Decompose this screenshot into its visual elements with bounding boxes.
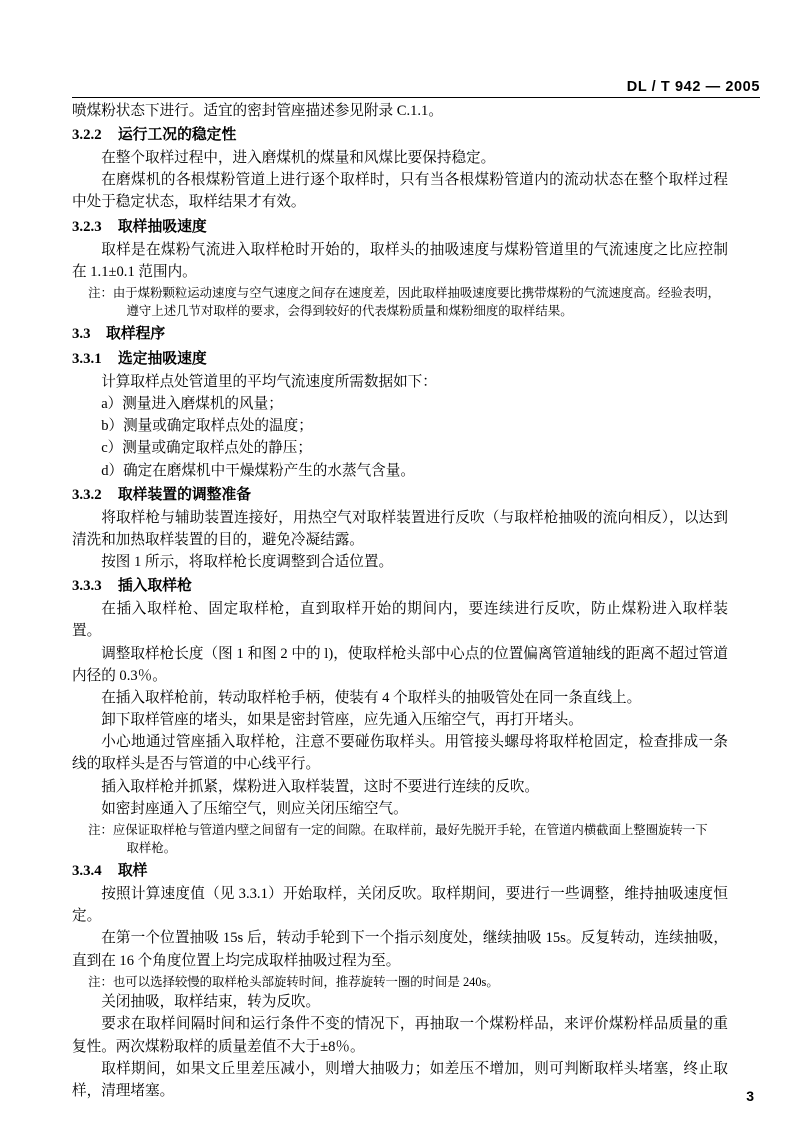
section-heading: [72, 124, 728, 147]
section-heading: [72, 575, 728, 598]
section-number: 3.3: [72, 326, 91, 343]
section-title: 运行工况的稳定性: [117, 127, 237, 144]
header-divider: [72, 97, 760, 98]
document-body: [72, 100, 728, 1102]
body-paragraph: 插入取样枪并抓紧，煤粉进入取样装置，这时不要进行连续的反吹。: [101, 778, 540, 795]
section-heading: [72, 323, 728, 346]
note-paragraph: [72, 973, 728, 992]
note-label: 注：: [88, 285, 113, 300]
note-continuation: 取样枪。: [126, 841, 177, 856]
note-label: 注：: [88, 822, 113, 837]
body-paragraph: 小心地通过管座插入取样枪，注意不要碰伤取样头。用管接头螺母将取样枪固定，检查排成一条线的取样头是否与管道的中心线平行。: [72, 734, 728, 773]
section-title: 选定抽吸速度: [117, 351, 207, 368]
body-paragraph: 取样是在煤粉气流进入取样枪时开始的，取样头的抽吸速度与煤粉管道里的气流速度之比应控制在 1.1±0.1 范围内。: [72, 241, 728, 280]
body-paragraph: 在整个取样过程中，进入磨煤机的煤量和风煤比要保持稳定。: [101, 150, 496, 167]
section-title: 插入取样枪: [117, 578, 192, 595]
page-header: [72, 74, 760, 98]
note-text: 应保证取样枪与管道内壁之间留有一定的间隙。在取样前，最好先脱开手轮，在管道内横截面上整圈旋转一下: [112, 822, 708, 837]
body-paragraph: 卸下取样管座的堵头，如果是密封管座，应先通入压缩空气，再打开堵头。: [101, 712, 583, 729]
section-title: 取样抽吸速度: [117, 218, 207, 235]
section-heading: [72, 216, 728, 239]
note-label: 注：: [88, 974, 113, 989]
note-paragraph: [72, 821, 728, 840]
note-text: 也可以选择较慢的取样枪头部旋转时间，推荐旋转一圈的时间是 240s。: [112, 974, 499, 989]
body-paragraph: 计算取样点处管道里的平均气流速度所需数据如下：: [101, 373, 437, 390]
body-paragraph: 喷煤粉状态下进行。适宜的密封管座描述参见附录 C.1.1。: [72, 103, 443, 119]
section-heading: [72, 860, 728, 883]
section-title: 取样装置的调整准备: [117, 486, 252, 503]
body-paragraph: 在插入取样枪、固定取样枪，直到取样开始的期间内，要连续进行反吹，防止煤粉进入取样装置。: [72, 601, 728, 640]
standard-number: DL / T 942 — 2005: [626, 79, 760, 95]
body-paragraph: 如密封座通入了压缩空气，则应关闭压缩空气。: [101, 800, 408, 817]
body-paragraph: 关闭抽吸，取样结束，转为反吹。: [101, 994, 321, 1011]
section-title: 取样程序: [106, 326, 166, 343]
body-paragraph: 按照计算速度值（见 3.3.1）开始取样，关闭反吹。取样期间，要进行一些调整，维持抽吸速度恒定。: [72, 886, 728, 925]
section-number: 3.2.2: [72, 127, 102, 144]
section-number: 3.2.3: [72, 218, 102, 235]
section-heading: [72, 484, 728, 507]
note-text: 由于煤粉颗粒运动速度与空气速度之间存在速度差，因此取样抽吸速度要比携带煤粉的气流速度高。经验表明，: [112, 285, 721, 300]
list-item: b）测量或确定取样点处的温度；: [101, 418, 313, 435]
body-paragraph: 在插入取样枪前，转动取样枪手柄，使装有 4 个取样头的抽吸管处在同一条直线上。: [101, 689, 642, 706]
body-paragraph: 将取样枪与辅助装置连接好，用热空气对取样装置进行反吹（与取样枪抽吸的流向相反），以达到清洗和加热取样装置的目的，避免冷凝结露。: [72, 509, 728, 548]
list-item: a）测量进入磨煤机的风量；: [101, 396, 283, 413]
body-paragraph: 按图 1 所示，将取样枪长度调整到合适位置。: [101, 554, 394, 571]
section-number: 3.3.1: [72, 351, 102, 368]
body-paragraph: 在第一个位置抽吸 15s 后，转动手轮到下一个指示刻度处，继续抽吸 15s。反复转动，连续抽吸，直到在 16 个角度位置上均完成取样抽吸过程为至。: [72, 930, 728, 969]
page-number: 3: [746, 1088, 754, 1104]
body-paragraph: 在磨煤机的各根煤粉管道上进行逐个取样时，只有当各根煤粉管道内的流动状态在整个取样过程中处于稳定状态，取样结果才有效。: [72, 172, 728, 211]
section-number: 3.3.3: [72, 578, 102, 595]
body-paragraph: 调整取样枪长度（图 1 和图 2 中的 l)，使取样枪头部中心点的位置偏离管道轴线的距离不超过管道内径的 0.3％。: [72, 645, 728, 684]
section-number: 3.3.2: [72, 486, 102, 503]
body-paragraph: 要求在取样间隔时间和运行条件不变的情况下，再抽取一个煤粉样品，来评价煤粉样品质量的重复性。两次煤粉取样的质量差值不大于±8％。: [72, 1016, 728, 1055]
section-title: 取样: [117, 863, 148, 880]
section-heading: [72, 348, 728, 371]
list-item: d）确定在磨煤机中干燥煤粉产生的水蒸气含量。: [101, 462, 415, 479]
note-continuation: 遵守上述几节对取样的要求，会得到较好的代表煤粉质量和煤粉细度的取样结果。: [126, 304, 573, 319]
section-number: 3.3.4: [72, 863, 102, 880]
body-paragraph: 取样期间，如果文丘里差压减小，则增大抽吸力；如差压不增加，则可判断取样头堵塞，终止取样，清理堵塞。: [72, 1060, 728, 1099]
note-paragraph: [72, 284, 728, 303]
list-item: c）测量或确定取样点处的静压；: [101, 440, 312, 457]
